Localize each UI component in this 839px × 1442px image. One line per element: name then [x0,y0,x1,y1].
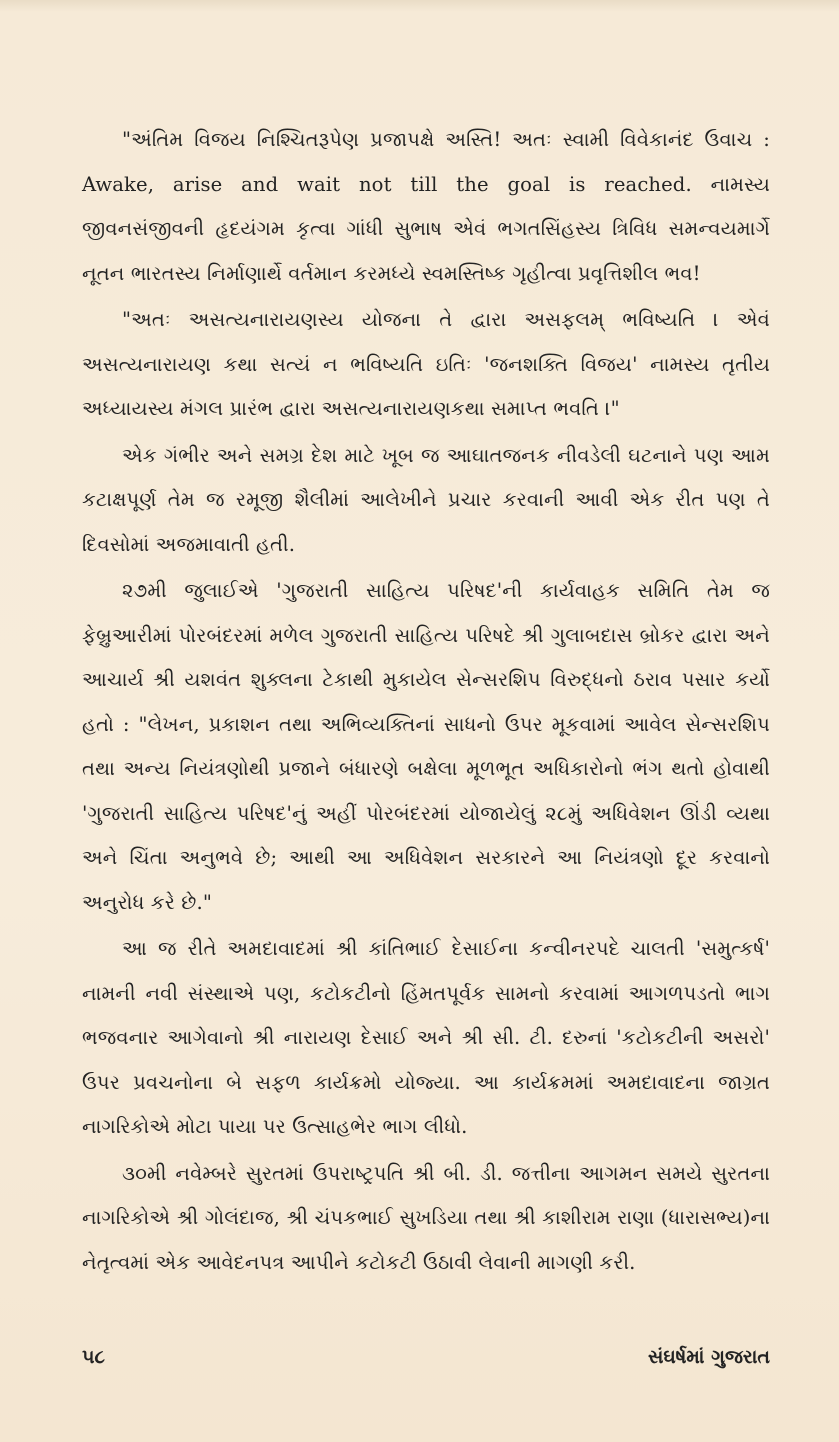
paragraph-sahitya-parishad-resolution: ૨૭મી જુલાઈએ 'ગુજરાતી સાહિત્ય પરિષદ'ની કાર્યવાહક સમિતિ તેમ જ ફેબ્રુઆરીમાં પોરબંદરમાં મળેલ ગુજરાતી સાહિત્ય પરિષદે શ્રી ગુલાબદાસ બ્રોકર દ્વારા અને આચાર્ય શ્રી યશવંત શુક્લના ટેકાથી મુકાયેલ સેન્સરશિપ વિરુદ્ધનો ઠરાવ પસાર કર્યો હતો : "લેખન, પ્રકાશન તથા અભિવ્યક્તિનાં સાધનો ઉપર મૂકવામાં આવેલ સેન્સરશિપ તથા અન્ય નિયંત્રણોથી પ્રજાને બંધારણે બક્ષેલા મૂળભૂત અધિકારોનો ભંગ થતો હોવાથી 'ગુજરાતી સાહિત્ય પરિષદ'નું અહીં પોરબંદરમાં યોજાયેલું ૨૮મું અધિવેશન ઊંડી વ્યથા અને ચિંતા અનુભવે છે; આથી આ અધિવેશન સરકારને આ નિયંત્રણો દૂર કરવાનો અનુરોધ કરે છે." [82,579,770,914]
paragraph-samutkarsh-lectures: આ જ રીતે અમદાવાદમાં શ્રી કાંતિભાઈ દેસાઈના કન્વીનરપદે ચાલતી 'સમુત્કર્ષ' નામની નવી સંસ્થાએ પણ, કટોકટીનો હિંમતપૂર્વક સામનો કરવામાં આગળપડતો ભાગ ભજવનાર આગેવાનો શ્રી નારાયણ દેસાઈ અને શ્રી સી. ટી. દરુનાં 'કટોકટીની અસરો' ઉપર પ્રવચનોના બે સફળ કાર્યક્રમો યોજ્યા. આ કાર્યક્રમમાં અમદાવાદના જાગ્રત નાગરિકોએ મોટા પાયા પર ઉત્સાહભેર ભાગ લીધો. [82,937,770,1138]
running-title: સંઘર્ષમાં ગુજરાત [647,1346,770,1368]
paragraph-surat-petition: ૩૦મી નવેમ્બરે સુરતમાં ઉપરાષ્ટ્રપતિ શ્રી બી. ડી. જત્તીના આગમન સમયે સુરતના નાગરિકોએ શ્રી ગોલંદાજ, શ્રી ચંપકભાઈ સુખડિયા તથા શ્રી કાશીરામ રાણા (ધારાસભ્ય)ના નેતૃત્વમાં એક આવેદનપત્ર આપીને કટોકટી ઉઠાવી લેવાની માગણી કરી. [82,1161,770,1274]
page-footer [82,1346,770,1376]
paragraph-satire-note: એક ગંભીર અને સમગ્ર દેશ માટે ખૂબ જ આઘાતજનક નીવડેલી ઘટનાને પણ આમ કટાક્ષપૂર્ણ તેમ જ રમૂજી શૈલીમાં આલેખીને પ્રચાર કરવાની આવી એક રીત પણ તે દિવસોમાં અજમાવાતી હતી. [82,443,770,556]
paragraph-sanskrit-closing-1: "અંતિમ વિજય નિશ્ચિતરૂપેણ પ્રજાપક્ષે અસ્તિ! અતઃ સ્વામી વિવેકાનંદ ઉવાચ : Awake, arise and wait not till the goal is reached. નામસ્ય જીવનસંજીવની હૃદયંગમ કૃત્વા ગાંધી સુભાષ એવં ભગતસિંહસ્ય ત્રિવિધ સમન્વયમાર્ગે નૂતન ભારતસ્ય નિર્માણાર્થે વર્તમાન કરમધ્યે સ્વમસ્તિષ્ક ગૃહીત્વા પ્રવૃત્તિશીલ ભવ! [82,128,770,285]
page-number: ૫૮ [82,1346,105,1368]
page-body [82,118,770,1285]
paragraph-sanskrit-closing-2: "અતઃ અસત્યનારાયણસ્ય યોજના તે દ્વારા અસફલમ્ ભવિષ્યતિ । એવં અસત્યનારાયણ કથા સત્યં ન ભવિષ્યતિ ઇતિઃ 'જનશક્તિ વિજય' નામસ્ય તૃતીય અધ્યાયસ્ય મંગલ પ્રારંભ દ્વારા અસત્યનારાયણકથા સમાપ્ત ભવતિ ।" [82,308,770,420]
